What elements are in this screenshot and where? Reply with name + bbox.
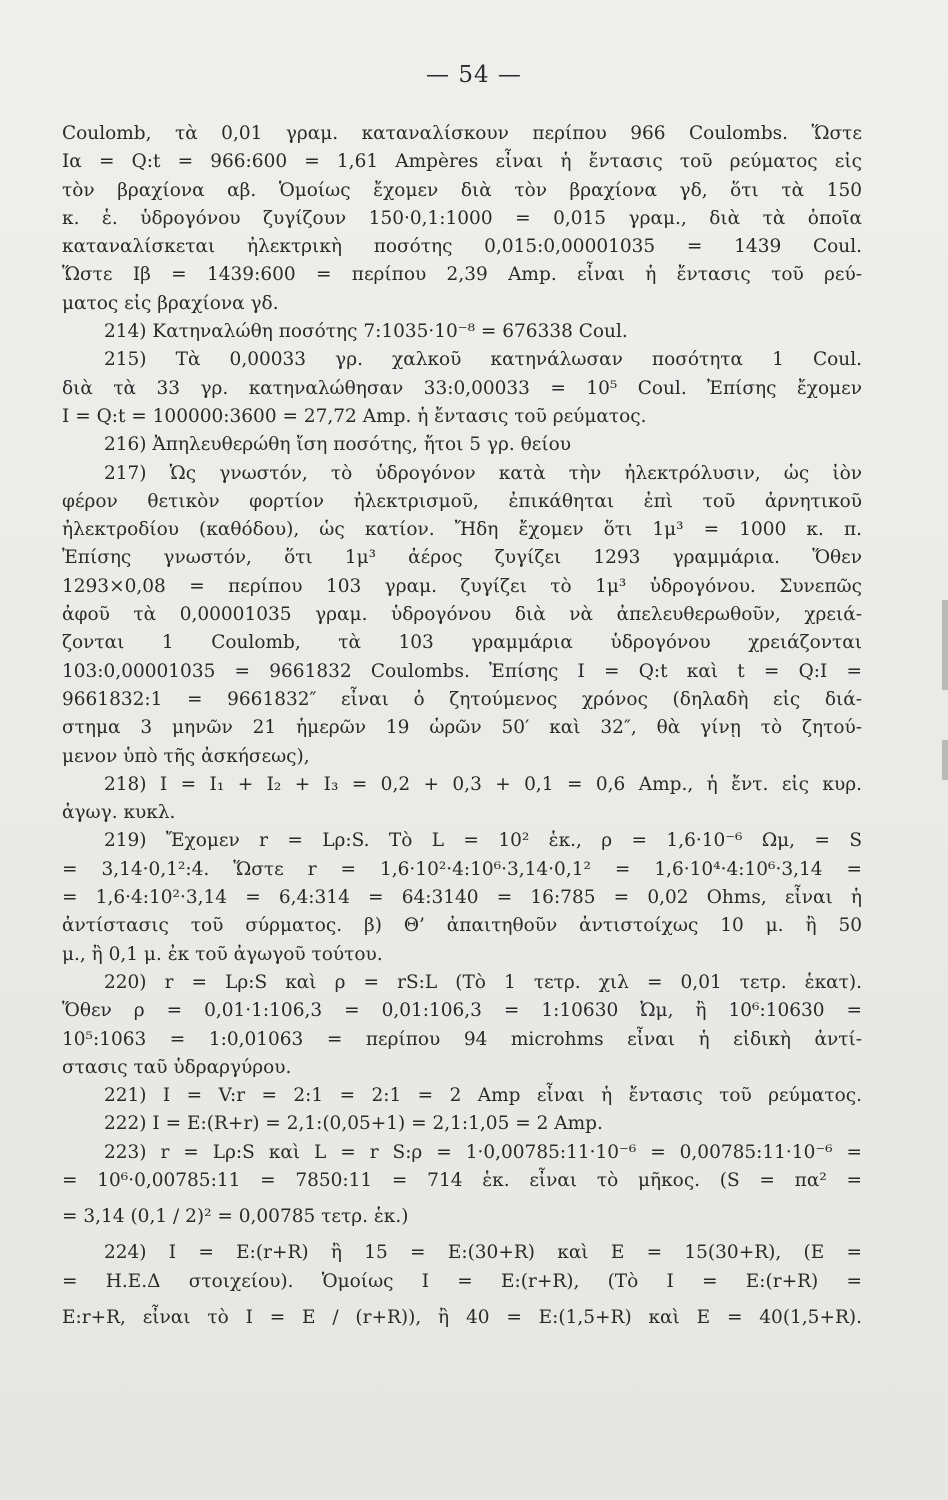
text-line: 221) I = V:r = 2:1 = 2:1 = 2 Amp εἶναι ἡ ἔντασις τοῦ ρεύματος. (104, 1085, 862, 1107)
text-line: διὰ τὰ 33 γρ. κατηναλώθησαν 33:0,00033 = 10⁵ Coul. Ἐπίσης ἔχομεν (62, 377, 862, 399)
text-line: μ., ἢ 0,1 μ. ἐκ τοῦ ἀγωγοῦ τούτου. (62, 943, 383, 965)
page-edge-shadow (942, 600, 948, 690)
text-line: Coulomb, τὰ 0,01 γραμ. καταναλίσκουν περίπου 966 Coulombs. Ὥστε (62, 123, 862, 144)
text-line: 216) Ἀπηλευθερώθη ἴση ποσότης, ἤτοι 5 γρ. θείου (104, 434, 571, 456)
text-line: Iα = Q:t = 966:600 = 1,61 Ampères εἶναι ἡ ἔντασις τοῦ ρεύματος εἰς (62, 151, 862, 173)
text-line: ἀντίστασις τοῦ σύρματος. β) Θ’ ἀπαιτηθοῦν ἀντιστοίχως 10 μ. ἢ 50 (62, 915, 862, 937)
text-line: ἠλεκτροδίου (καθόδου), ὡς κατίον. Ἤδη ἔχομεν ὅτι 1μ³ = 1000 κ. π. (62, 519, 862, 541)
text-line: ζονται 1 Coulomb, τὰ 103 γραμμάρια ὑδρογόνου χρειάζονται (62, 632, 862, 654)
text-line: 214) Κατηναλώθη ποσότης 7:1035·10⁻⁸ = 676338 Coul. (104, 321, 628, 343)
text-line: στασις ταῦ ὑδραργύρου. (62, 1056, 292, 1078)
text-line: = 3,14·0,1²:4. Ὥστε r = 1,6·10²·4:10⁶·3,14·0,1² = 1,6·10⁴·4:10⁶·3,14 = (62, 858, 862, 880)
text-line: 9661832:1 = 9661832″ εἶναι ὁ ζητούμενος χρόνος (δηλαδὴ εἰς διά- (62, 688, 862, 710)
body-text (62, 120, 862, 1340)
text-line: E:r+R, εἶναι τὸ I = E / (r+R)), ἢ 40 = E:(1,5+R) καὶ E = 40(1,5+R). (62, 1306, 862, 1328)
text-line: Ὅθεν ρ = 0,01·1:106,3 = 0,01:106,3 = 1:10630 Ὠμ, ἢ 10⁶:10630 = (62, 1000, 862, 1022)
text-line: στημα 3 μηνῶν 21 ἡμερῶν 19 ὡρῶν 50′ καὶ 32″, θὰ γίνῃ τὸ ζητού- (62, 717, 862, 739)
page-number: — 54 — (426, 62, 522, 88)
text-line: = Η.Ε.Δ στοιχείου). Ὁμοίως I = E:(r+R), (Τὸ I = E:(r+R) = (62, 1270, 862, 1292)
text-line: 218) I = I₁ + I₂ + I₃ = 0,2 + 0,3 + 0,1 = 0,6 Amp., ἡ ἔντ. εἰς κυρ. (104, 773, 862, 795)
text-line: φέρον θετικὸν φορτίον ἠλεκτρισμοῦ, ἐπικάθηται ἐπὶ τοῦ ἀρνητικοῦ (62, 490, 862, 512)
text-line: 222) I = E:(R+r) = 2,1:(0,05+1) = 2,1:1,05 = 2 Amp. (104, 1113, 603, 1135)
text-line: = 1,6·4:10²·3,14 = 6,4:314 = 64:3140 = 16:785 = 0,02 Ohms, εἶναι ἡ (62, 887, 862, 909)
text-line: ἀφοῦ τὰ 0,00001035 γραμ. ὑδρογόνου διὰ νὰ ἀπελευθερωθοῦν, χρειά- (62, 604, 862, 626)
text-line: κ. ἑ. ὑδρογόνου ζυγίζουν 150·0,1:1000 = 0,015 γραμ., διὰ τὰ ὁποῖα (62, 207, 862, 229)
text-line: 1293×0,08 = περίπου 103 γραμ. ζυγίζει τὸ 1μ³ ὑδρογόνου. Συνεπῶς (62, 575, 862, 597)
text-line: I = Q:t = 100000:3600 = 27,72 Amp. ἡ ἔντασις τοῦ ρεύματος. (62, 405, 647, 427)
text-line: = 3,14 (0,1 / 2)² = 0,00785 τετρ. ἑκ.) (62, 1206, 409, 1228)
text-line: Ὥστε Iβ = 1439:600 = περίπου 2,39 Amp. εἶναι ἡ ἔντασις τοῦ ρεύ- (62, 264, 862, 286)
text-line: 220) r = Lρ:S καὶ ρ = rS:L (Τὸ 1 τετρ. χιλ = 0,01 τετρ. ἑκατ). (104, 971, 862, 993)
text-line: 217) Ὡς γνωστόν, τὸ ὑδρογόνον κατὰ τὴν ἠλεκτρόλυσιν, ὡς ἰὸν (104, 462, 862, 484)
text-line: 219) Ἔχομεν r = Lρ:S. Τὸ L = 10² ἑκ., ρ = 1,6·10⁻⁶ Ωμ, = S (104, 830, 862, 852)
text-line: 103:0,00001035 = 9661832 Coulombs. Ἐπίσης I = Q:t καὶ t = Q:I = (62, 660, 862, 682)
text-line: 10⁵:1063 = 1:0,01063 = περίπου 94 microhms εἶναι ἡ εἰδικὴ ἀντί- (62, 1028, 862, 1050)
text-line: = 10⁶·0,00785:11 = 7850:11 = 714 ἑκ. εἶναι τὸ μῆκος. (S = πα² = (62, 1169, 862, 1191)
text-line: ἀγωγ. κυκλ. (62, 802, 176, 824)
text-line: ματος εἰς βραχίονα γδ. (62, 292, 279, 314)
text-line: 223) r = Lρ:S καὶ L = r S:ρ = 1·0,00785:11·10⁻⁶ = 0,00785:11·10⁻⁶ = (104, 1141, 862, 1163)
text-line: τὸν βραχίονα αβ. Ὁμοίως ἔχομεν διὰ τὸν βραχίονα γδ, ὅτι τὰ 150 (62, 179, 862, 201)
text-line: 224) I = E:(r+R) ἢ 15 = E:(30+R) καὶ E = 15(30+R), (E = (104, 1242, 862, 1264)
text-line: Ἐπίσης γνωστόν, ὅτι 1μ³ ἀέρος ζυγίζει 1293 γραμμάρια. Ὅθεν (62, 547, 862, 569)
text-line: 215) Τὰ 0,00033 γρ. χαλκοῦ κατηνάλωσαν ποσότητα 1 Coul. (104, 349, 862, 371)
page-edge-shadow (942, 740, 948, 780)
text-line: καταναλίσκεται ἠλεκτρικὴ ποσότης 0,015:0,00001035 = 1439 Coul. (62, 236, 862, 258)
text-line: μενον ὑπὸ τῆς ἀσκήσεως), (62, 745, 310, 767)
